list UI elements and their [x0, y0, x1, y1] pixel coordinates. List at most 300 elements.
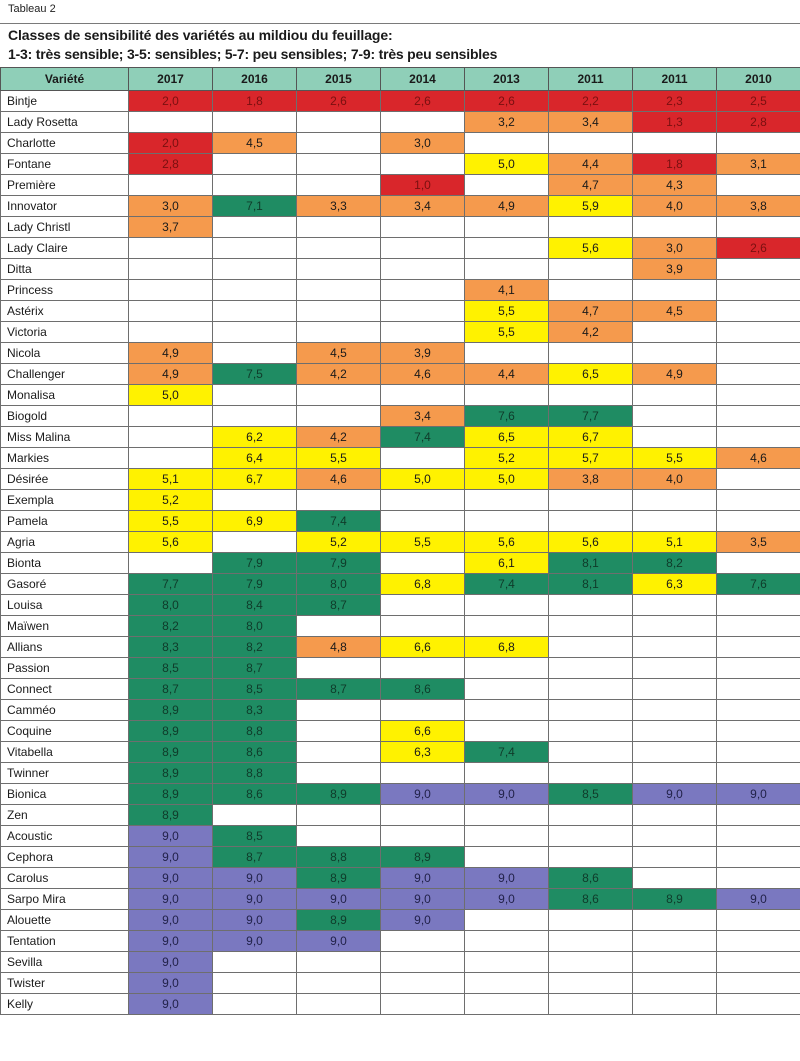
score-cell: 9,0 — [213, 910, 297, 931]
table-row — [1, 259, 800, 280]
score-cell: 8,1 — [549, 553, 633, 574]
score-cell: 9,0 — [129, 910, 213, 931]
score-cell: 6,6 — [381, 721, 465, 742]
score-cell — [717, 721, 800, 742]
score-cell: 8,0 — [213, 616, 297, 637]
variety-name-cell: Lady Claire — [1, 238, 129, 259]
header-year: 2016 — [213, 68, 297, 91]
variety-name-cell: Charlotte — [1, 133, 129, 154]
score-cell — [633, 616, 717, 637]
score-cell — [213, 385, 297, 406]
score-cell — [717, 553, 800, 574]
score-cell — [633, 217, 717, 238]
score-cell: 7,9 — [297, 553, 381, 574]
score-cell: 8,6 — [213, 742, 297, 763]
score-cell: 4,5 — [297, 343, 381, 364]
score-cell: 4,4 — [549, 154, 633, 175]
variety-name-cell: Connect — [1, 679, 129, 700]
table-row — [1, 994, 800, 1015]
score-cell — [717, 952, 800, 973]
score-cell — [213, 994, 297, 1015]
score-cell: 6,3 — [633, 574, 717, 595]
score-cell: 7,5 — [213, 364, 297, 385]
score-cell — [717, 658, 800, 679]
table-row — [1, 784, 800, 805]
table-row — [1, 280, 800, 301]
score-cell: 9,0 — [381, 889, 465, 910]
score-cell: 7,1 — [213, 196, 297, 217]
score-cell — [129, 280, 213, 301]
score-cell: 8,1 — [549, 574, 633, 595]
score-cell: 9,0 — [129, 994, 213, 1015]
score-cell: 9,0 — [633, 784, 717, 805]
table-row — [1, 91, 800, 112]
score-cell: 5,6 — [465, 532, 549, 553]
variety-name-cell: Lady Christl — [1, 217, 129, 238]
score-cell: 8,7 — [297, 679, 381, 700]
table-row — [1, 868, 800, 889]
score-cell — [465, 931, 549, 952]
variety-name-cell: Zen — [1, 805, 129, 826]
score-cell — [549, 616, 633, 637]
score-cell — [297, 259, 381, 280]
score-cell: 9,0 — [297, 889, 381, 910]
score-cell: 2,6 — [381, 91, 465, 112]
score-cell — [297, 826, 381, 847]
table-row — [1, 427, 800, 448]
score-cell: 3,2 — [465, 112, 549, 133]
score-cell: 7,7 — [549, 406, 633, 427]
score-cell — [213, 973, 297, 994]
score-cell: 8,6 — [213, 784, 297, 805]
score-cell — [633, 847, 717, 868]
score-cell: 4,9 — [129, 343, 213, 364]
score-cell: 8,2 — [633, 553, 717, 574]
score-cell — [465, 511, 549, 532]
table-row — [1, 637, 800, 658]
score-cell — [465, 973, 549, 994]
score-cell — [297, 217, 381, 238]
variety-name-cell: Twinner — [1, 763, 129, 784]
score-cell: 5,0 — [381, 469, 465, 490]
table-row — [1, 910, 800, 931]
variety-name-cell: Agria — [1, 532, 129, 553]
score-cell: 4,0 — [633, 469, 717, 490]
score-cell: 7,4 — [381, 427, 465, 448]
score-cell: 8,9 — [129, 763, 213, 784]
score-cell — [717, 994, 800, 1015]
score-cell — [465, 910, 549, 931]
score-cell: 4,5 — [633, 301, 717, 322]
score-cell: 8,8 — [213, 721, 297, 742]
score-cell: 5,9 — [549, 196, 633, 217]
header-year: 2017 — [129, 68, 213, 91]
score-cell: 2,8 — [129, 154, 213, 175]
score-cell — [717, 406, 800, 427]
table-body — [1, 91, 800, 1015]
score-cell — [297, 742, 381, 763]
score-cell — [549, 805, 633, 826]
variety-name-cell: Fontane — [1, 154, 129, 175]
score-cell — [549, 742, 633, 763]
score-cell: 8,9 — [129, 742, 213, 763]
score-cell — [549, 826, 633, 847]
score-cell: 6,1 — [465, 553, 549, 574]
score-cell — [213, 259, 297, 280]
score-cell — [549, 595, 633, 616]
score-cell: 5,6 — [129, 532, 213, 553]
table-row — [1, 217, 800, 238]
score-cell: 8,7 — [297, 595, 381, 616]
score-cell — [297, 973, 381, 994]
score-cell: 1,8 — [633, 154, 717, 175]
score-cell: 9,0 — [717, 784, 800, 805]
variety-name-cell: Challenger — [1, 364, 129, 385]
score-cell: 6,5 — [549, 364, 633, 385]
score-cell — [297, 301, 381, 322]
score-cell — [717, 217, 800, 238]
table-row — [1, 700, 800, 721]
variety-name-cell: Acoustic — [1, 826, 129, 847]
score-cell: 4,1 — [465, 280, 549, 301]
score-cell: 5,5 — [465, 301, 549, 322]
score-cell: 5,1 — [129, 469, 213, 490]
score-cell — [465, 490, 549, 511]
score-cell — [549, 658, 633, 679]
score-cell — [549, 280, 633, 301]
score-cell — [633, 952, 717, 973]
score-cell — [717, 364, 800, 385]
score-cell: 8,8 — [213, 763, 297, 784]
score-cell — [549, 385, 633, 406]
header-year: 2011 — [549, 68, 633, 91]
score-cell: 4,6 — [717, 448, 800, 469]
score-cell: 6,8 — [381, 574, 465, 595]
score-cell — [549, 511, 633, 532]
score-cell: 9,0 — [381, 910, 465, 931]
score-cell — [717, 595, 800, 616]
table-row — [1, 112, 800, 133]
score-cell — [297, 700, 381, 721]
score-cell — [549, 910, 633, 931]
score-cell: 9,0 — [129, 952, 213, 973]
score-cell — [213, 154, 297, 175]
score-cell: 5,5 — [129, 511, 213, 532]
score-cell: 3,9 — [633, 259, 717, 280]
score-cell: 4,9 — [633, 364, 717, 385]
score-cell — [717, 490, 800, 511]
score-cell: 4,6 — [381, 364, 465, 385]
score-cell — [381, 259, 465, 280]
header-year: 2015 — [297, 68, 381, 91]
score-cell — [297, 322, 381, 343]
score-cell — [129, 112, 213, 133]
header-year: 2013 — [465, 68, 549, 91]
score-cell — [717, 427, 800, 448]
score-cell: 8,6 — [381, 679, 465, 700]
score-cell — [717, 847, 800, 868]
table-header-row — [1, 68, 800, 91]
score-cell — [549, 343, 633, 364]
score-cell: 8,9 — [129, 721, 213, 742]
score-cell — [213, 238, 297, 259]
score-cell — [213, 301, 297, 322]
score-cell — [633, 322, 717, 343]
score-cell — [717, 280, 800, 301]
score-cell: 9,0 — [213, 889, 297, 910]
score-cell — [717, 385, 800, 406]
score-cell: 5,6 — [549, 238, 633, 259]
score-cell: 3,0 — [381, 133, 465, 154]
score-cell: 8,9 — [297, 868, 381, 889]
score-cell — [549, 490, 633, 511]
score-cell: 8,2 — [213, 637, 297, 658]
score-cell — [465, 595, 549, 616]
score-cell — [549, 679, 633, 700]
table-row — [1, 595, 800, 616]
score-cell — [633, 637, 717, 658]
score-cell: 3,4 — [381, 196, 465, 217]
score-cell: 3,4 — [549, 112, 633, 133]
score-cell — [549, 973, 633, 994]
score-cell: 3,0 — [633, 238, 717, 259]
score-cell — [465, 259, 549, 280]
score-cell: 2,2 — [549, 91, 633, 112]
variety-name-cell: Astérix — [1, 301, 129, 322]
table-row — [1, 952, 800, 973]
score-cell — [633, 826, 717, 847]
score-cell — [549, 952, 633, 973]
score-cell: 9,0 — [129, 826, 213, 847]
score-cell: 5,7 — [549, 448, 633, 469]
score-cell — [297, 805, 381, 826]
score-cell: 5,2 — [465, 448, 549, 469]
score-cell — [633, 511, 717, 532]
score-cell — [297, 175, 381, 196]
score-cell — [129, 322, 213, 343]
score-cell — [129, 175, 213, 196]
score-cell: 4,2 — [549, 322, 633, 343]
score-cell: 3,4 — [381, 406, 465, 427]
score-cell — [297, 616, 381, 637]
score-cell — [129, 448, 213, 469]
score-cell — [381, 763, 465, 784]
score-cell: 5,0 — [465, 469, 549, 490]
variety-name-cell: Cephora — [1, 847, 129, 868]
score-cell: 8,5 — [549, 784, 633, 805]
score-cell — [129, 553, 213, 574]
header-year: 2010 — [717, 68, 800, 91]
table-legend-classes: 1-3: très sensible; 3-5: sensibles; 5-7: peu sensibles; 7-9: très peu sensibles — [8, 46, 498, 62]
score-cell — [717, 805, 800, 826]
score-cell — [213, 490, 297, 511]
score-cell — [633, 280, 717, 301]
score-cell: 6,2 — [213, 427, 297, 448]
score-cell — [129, 301, 213, 322]
score-cell: 8,9 — [129, 784, 213, 805]
score-cell — [633, 406, 717, 427]
score-cell — [633, 994, 717, 1015]
score-cell — [297, 952, 381, 973]
score-cell — [633, 658, 717, 679]
score-cell: 7,9 — [213, 574, 297, 595]
score-cell — [465, 763, 549, 784]
score-cell: 6,6 — [381, 637, 465, 658]
score-cell — [549, 133, 633, 154]
score-cell: 5,0 — [129, 385, 213, 406]
variety-name-cell: Première — [1, 175, 129, 196]
score-cell: 2,6 — [717, 238, 800, 259]
score-cell — [717, 910, 800, 931]
score-cell — [297, 763, 381, 784]
score-cell — [213, 532, 297, 553]
score-cell — [717, 679, 800, 700]
score-cell: 4,9 — [129, 364, 213, 385]
score-cell: 8,9 — [297, 910, 381, 931]
score-cell — [381, 805, 465, 826]
score-cell — [381, 994, 465, 1015]
score-cell: 4,0 — [633, 196, 717, 217]
score-cell — [381, 280, 465, 301]
score-cell — [549, 259, 633, 280]
score-cell — [381, 973, 465, 994]
score-cell: 8,6 — [549, 868, 633, 889]
score-cell — [465, 994, 549, 1015]
score-cell — [297, 133, 381, 154]
score-cell — [717, 973, 800, 994]
table-row — [1, 826, 800, 847]
table-row — [1, 889, 800, 910]
score-cell — [381, 448, 465, 469]
table-row — [1, 133, 800, 154]
score-cell — [465, 721, 549, 742]
score-cell — [465, 847, 549, 868]
score-cell — [633, 931, 717, 952]
score-cell — [717, 469, 800, 490]
score-cell: 4,4 — [465, 364, 549, 385]
variety-name-cell: Vitabella — [1, 742, 129, 763]
score-cell — [549, 763, 633, 784]
score-cell: 5,5 — [633, 448, 717, 469]
score-cell: 7,6 — [465, 406, 549, 427]
table-title: Classes de sensibilité des variétés au mildiou du feuillage: — [8, 27, 393, 43]
score-cell — [129, 406, 213, 427]
score-cell: 8,3 — [213, 700, 297, 721]
score-cell: 6,4 — [213, 448, 297, 469]
table-row — [1, 742, 800, 763]
variety-name-cell: Bionica — [1, 784, 129, 805]
score-cell — [465, 343, 549, 364]
score-cell: 3,0 — [129, 196, 213, 217]
score-cell — [213, 217, 297, 238]
variety-name-cell: Passion — [1, 658, 129, 679]
score-cell — [549, 721, 633, 742]
score-cell: 5,5 — [297, 448, 381, 469]
score-cell — [717, 700, 800, 721]
score-cell — [465, 616, 549, 637]
score-cell — [297, 406, 381, 427]
score-cell — [465, 133, 549, 154]
score-cell — [549, 700, 633, 721]
score-cell: 6,7 — [213, 469, 297, 490]
score-cell — [381, 553, 465, 574]
score-cell — [297, 721, 381, 742]
score-cell: 4,9 — [465, 196, 549, 217]
score-cell: 8,7 — [213, 847, 297, 868]
score-cell — [381, 952, 465, 973]
score-cell — [633, 133, 717, 154]
variety-name-cell: Biogold — [1, 406, 129, 427]
score-cell: 9,0 — [129, 889, 213, 910]
score-cell — [213, 322, 297, 343]
score-cell — [465, 238, 549, 259]
score-cell: 1,8 — [213, 91, 297, 112]
score-cell: 3,1 — [717, 154, 800, 175]
score-cell: 6,8 — [465, 637, 549, 658]
variety-name-cell: Miss Malina — [1, 427, 129, 448]
header-year: 2014 — [381, 68, 465, 91]
score-cell: 9,0 — [381, 868, 465, 889]
score-cell — [129, 238, 213, 259]
score-cell: 5,1 — [633, 532, 717, 553]
table-row — [1, 931, 800, 952]
score-cell — [633, 910, 717, 931]
score-cell — [381, 322, 465, 343]
score-cell — [633, 679, 717, 700]
score-cell — [465, 952, 549, 973]
score-cell: 7,4 — [465, 574, 549, 595]
score-cell: 2,5 — [717, 91, 800, 112]
score-cell: 5,0 — [465, 154, 549, 175]
score-cell — [465, 385, 549, 406]
variety-name-cell: Markies — [1, 448, 129, 469]
score-cell — [381, 826, 465, 847]
score-cell: 8,7 — [129, 679, 213, 700]
score-cell — [633, 700, 717, 721]
score-cell — [717, 259, 800, 280]
score-cell: 4,6 — [297, 469, 381, 490]
variety-name-cell: Sarpo Mira — [1, 889, 129, 910]
variety-name-cell: Maïwen — [1, 616, 129, 637]
score-cell — [717, 763, 800, 784]
variety-name-cell: Bintje — [1, 91, 129, 112]
score-cell — [633, 973, 717, 994]
score-cell — [213, 805, 297, 826]
score-cell: 9,0 — [129, 931, 213, 952]
table-row — [1, 343, 800, 364]
variety-name-cell: Lady Rosetta — [1, 112, 129, 133]
score-cell: 3,8 — [549, 469, 633, 490]
variety-name-cell: Pamela — [1, 511, 129, 532]
score-cell: 2,6 — [465, 91, 549, 112]
score-cell: 8,4 — [213, 595, 297, 616]
score-cell: 4,5 — [213, 133, 297, 154]
variety-name-cell: Monalisa — [1, 385, 129, 406]
table-row — [1, 532, 800, 553]
score-cell — [213, 280, 297, 301]
table-row — [1, 616, 800, 637]
variety-name-cell: Twister — [1, 973, 129, 994]
variety-name-cell: Exempla — [1, 490, 129, 511]
score-cell: 8,9 — [381, 847, 465, 868]
score-cell — [213, 112, 297, 133]
score-cell: 6,9 — [213, 511, 297, 532]
variety-name-cell: Camméo — [1, 700, 129, 721]
table-row — [1, 448, 800, 469]
table-row — [1, 322, 800, 343]
score-cell: 1,0 — [381, 175, 465, 196]
table-row — [1, 847, 800, 868]
